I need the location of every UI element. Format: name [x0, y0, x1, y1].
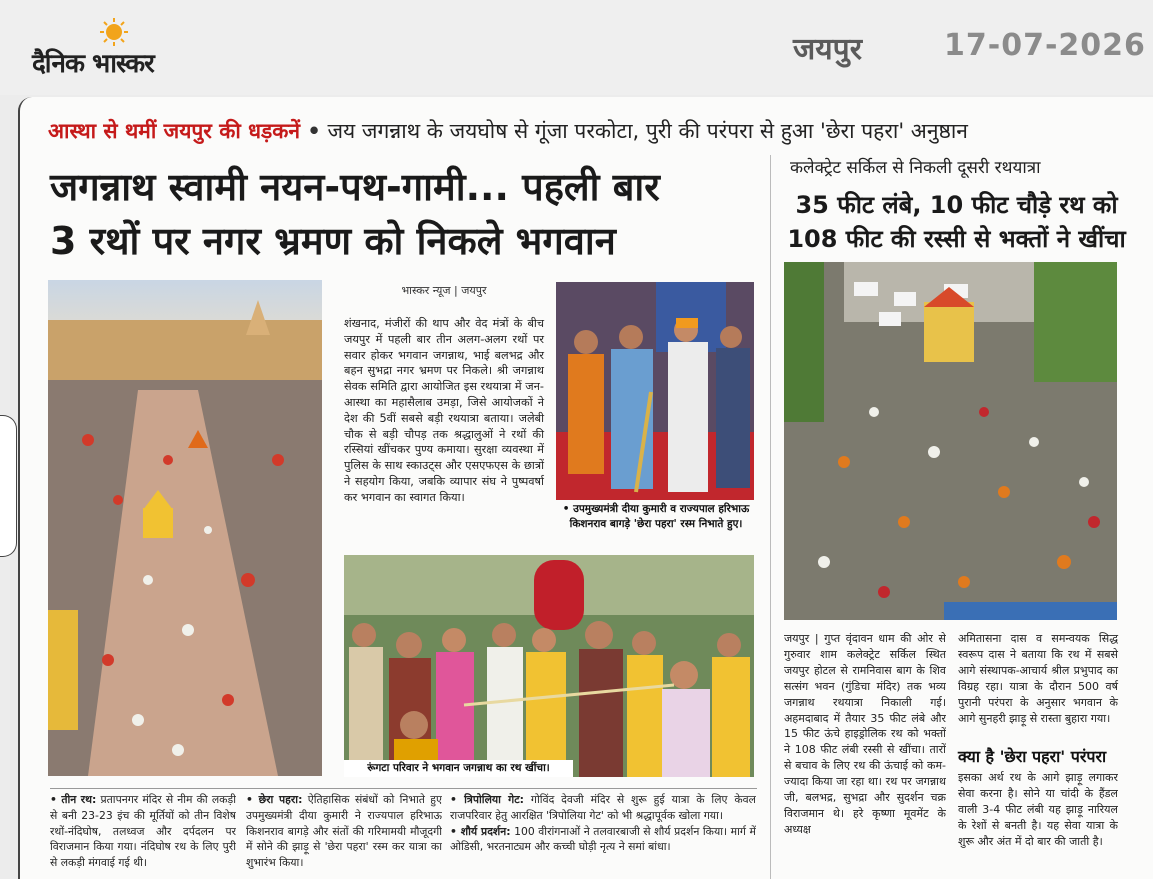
cm-photo-caption: • उपमुख्यमंत्री दीया कुमारी व राज्यपाल हरिभाऊ किशनराव बागड़े 'छेरा पहरा' रस्म निभाते हुए। [562, 503, 750, 530]
chhera-pahra-subhead: क्या है 'छेरा पहरा' परंपरा [958, 747, 1107, 766]
collectorate-rathyatra-photo [784, 262, 1117, 620]
family-pulling-chariot-photo [344, 555, 754, 777]
bottom-col-3b-text: 100 वीरांगनाओं ने तलवारबाजी से शौर्य प्रदर्शन किया। मार्ग में ओडिसी, भरतनाट्यम और कच्ची घोड़ी नृत्य ने समां बांधा। [450, 824, 756, 854]
bottom-col-3a-text: गोविंद देवजी मंदिर से शुरू हुई यात्रा के लिए केवल राजपरिवार हेतु आरक्षित 'त्रिपोलिया गेट' को भी श्रद्धापूर्वक खोला गया। [450, 793, 756, 822]
kicker-lead: आस्था से थमीं जयपुर की धड़कनें [48, 119, 301, 143]
side-story-headline [784, 188, 1129, 256]
newspaper-logo[interactable]: दैनिक भास्कर [32, 49, 154, 79]
bottom-col-3b-head: • शौर्य प्रदर्शन: [450, 824, 511, 838]
story-kicker [48, 117, 968, 145]
side-headline-line-1: 35 फीट लंबे, 10 फीट चौड़े रथ को [795, 191, 1118, 219]
bottom-col-1-head: • तीन रथ: [50, 793, 97, 806]
family-photo-caption: रूंगटा परिवार ने भगवान जगन्नाथ का रथ खींचा। [344, 760, 573, 777]
story-body: शंखनाद, मंजीरों की थाप और वेद मंत्रों के बीच जयपुर में पहली बार तीन अलग-अलग रथों पर सवार होकर भगवान जगन्नाथ, भाई बलभद्र और बहन सुभद्रा नगर भ्रमण पर निकले। श्री जगन्नाथ सेवक समिति द्वारा आयोजित इस रथयात्रा में जन-आस्था का महासैलाब उमड़ा, जिसे आयोजकों ने देश की 5वीं सबसे बड़ी रथयात्रा बताया। जलेबी चौक से बड़ी चौपड़ तक श्रद्धालुओं ने रथों की रस्सियां खींचकर पुण्य कमाया। सुरक्षा व्यवस्था में पुलिस के साथ स्काउट्स और एसएफएस के छात्रों ने सहयोग किया, जबकि व्यापार संघ ने पुष्पवर्षा कर भगवान का स्वागत किया। [344, 317, 544, 504]
bottom-col-3 [450, 792, 756, 877]
bottom-col-1 [50, 792, 236, 877]
bottom-col-2-text: ऐतिहासिक संबंधों को निभाते हुए उपमुख्यमंत्री दीया कुमारी ने राज्यपाल हरिभाऊ किशनराव बागड़े और संतों की गरिमामयी मौजूदगी में सोने की झाड़ू से 'छेरा पहरा' रस्म कर यात्रा का शुभारंभ किया। [246, 793, 442, 870]
side-story-body: जयपुर | गुप्त वृंदावन धाम की ओर से गुरुवार शाम कलेक्ट्रेट सर्किल स्थित जयपुर होटल से रामनिवास बाग के शिव सत्संग भवन (गुंडिचा मंदिर) तक भव्य जगन्नाथ रथयात्रा निकाली गई। अहमदाबाद में तैयार 35 फीट लंबे और 15 फीट ऊंचे हाइड्रोलिक रथ को भक्तों ने 108 फीट लंबी रस्सी से खींचा। तारों से बचाव के लिए रथ की ऊंचाई को कम-ज्यादा किया जा रहा था। रथ पर जगन्नाथ जी, बलभद्र, सुभद्रा और सुदर्शन चक्र विराजमान थे। हरे कृष्णा मूवमेंट के अध्यक्ष [784, 632, 946, 836]
chhera-pahra-photo [556, 282, 754, 500]
side-headline-line-2: 108 फीट की रस्सी से भक्तों ने खींचा [787, 225, 1126, 253]
rathyatra-aerial-photo [48, 280, 322, 776]
chhera-pahra-body: इसका अर्थ रथ के आगे झाड़ू लगाकर सेवा करना है। सोने या चांदी के हैंडल वाली 3-4 फीट लंबी यह झाड़ू नारियल के रेशों से बनती है। यह सेवा यात्रा के शुरू और अंत में दो बार की जाती है। [958, 771, 1118, 848]
sun-logo-icon [100, 18, 128, 46]
main-headline [50, 160, 760, 268]
column-divider [770, 155, 771, 879]
kicker-separator: • [307, 119, 321, 143]
bottom-col-2 [246, 792, 442, 877]
story-byline: भास्कर न्यूज | जयपुर [401, 284, 487, 297]
page-side-tab[interactable] [0, 415, 17, 557]
bottom-col-2-head: • छेरा पहरा: [246, 793, 303, 806]
edition-city: जयपुर [793, 32, 862, 67]
bottom-divider [50, 788, 757, 789]
edition-date: 17-07-2026 [944, 28, 1146, 63]
side-story-kicker: कलेक्ट्रेट सर्किल से निकली दूसरी रथयात्रा [790, 158, 1041, 178]
masthead [0, 0, 1153, 95]
bottom-col-1-text: प्रतापनगर मंदिर से नीम की लकड़ी से बनी 23-23 इंच की मूर्तियों को तीन विशेष रथों-नंदिघोष, तलध्वज और दर्पदलन पर विराजमान किया गया। नंदिघोष रथ के लिए पुरी से लकड़ी मंगवाई गई थी। [50, 793, 236, 870]
headline-line-1: जगन्नाथ स्वामी नयन-पथ-गामी... पहली बार [50, 165, 660, 209]
kicker-rest: जय जगन्नाथ के जयघोष से गूंजा परकोटा, पुरी की परंपरा से हुआ 'छेरा पहरा' अनुष्ठान [320, 119, 968, 143]
bottom-col-3a-head: • त्रिपोलिया गेट: [450, 793, 525, 806]
side-story-body-2: अमितासना दास व समन्वयक सिद्ध स्वरूप दास ने बताया कि रथ में सबसे आगे संस्थापक-आचार्य श्रील प्रभुपाद का विग्रह रहा। यात्रा के दौरान 500 वर्ष पुरानी परंपरा के अनुसार भगवान के आगे सुनहरी झाड़ू से रास्ता बुहारा गया। [958, 632, 1118, 725]
headline-line-2: 3 रथों पर नगर भ्रमण को निकले भगवान [50, 219, 616, 263]
